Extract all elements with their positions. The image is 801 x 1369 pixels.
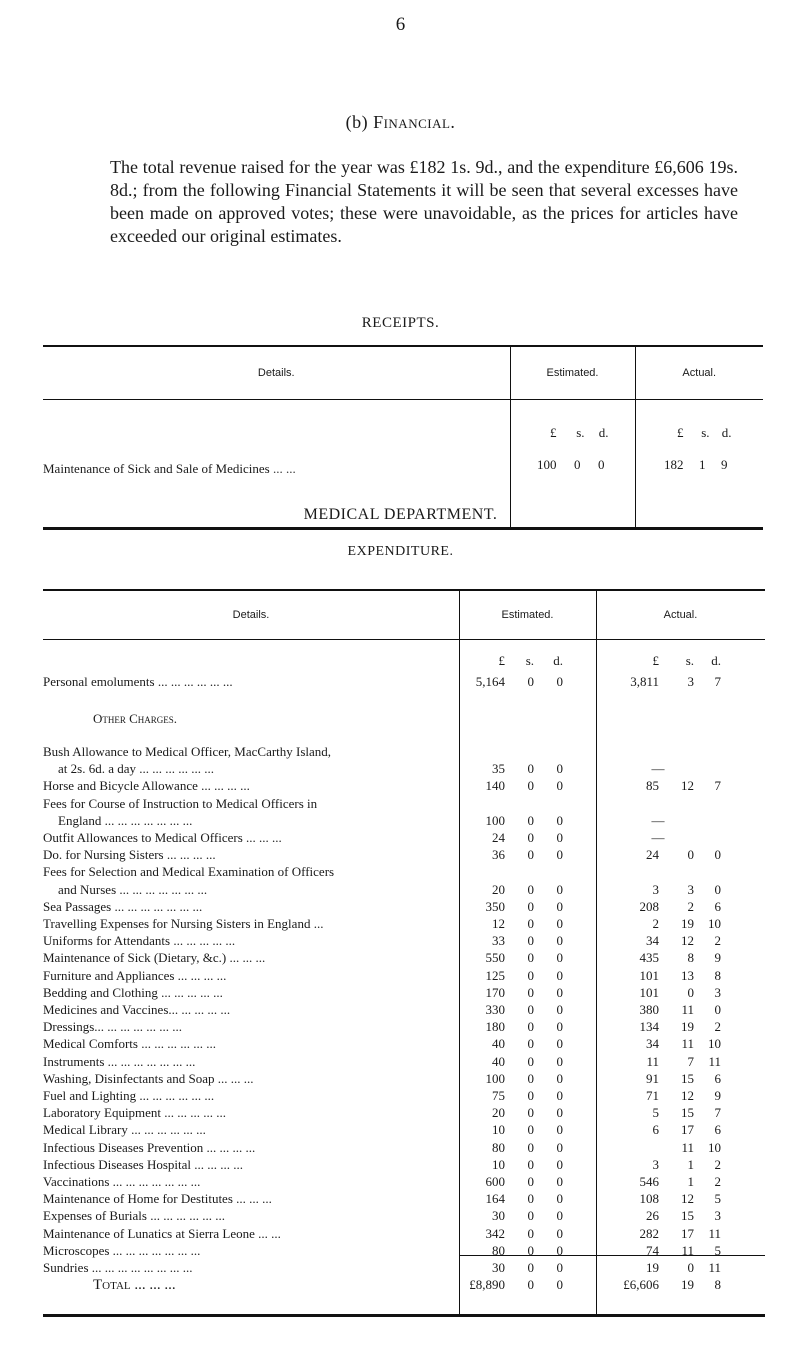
- expenditure-row-25-est-shillings: 0: [527, 1225, 534, 1241]
- receipts-act-unit-d: d.: [721, 425, 732, 440]
- expenditure-row-1-act-pence: 7: [714, 778, 721, 794]
- expenditure-row-5-act-shillings: 3: [687, 881, 694, 897]
- expenditure-row-10-act-shillings: 13: [681, 967, 694, 983]
- expenditure-row-6-est-pounds: 350: [485, 898, 505, 914]
- expenditure-row-13-label: Dressings... ... ... ... ... ... ...: [43, 1019, 183, 1035]
- expenditure-row-12-act-pounds: 380: [639, 1002, 659, 1017]
- expenditure-row-9-act-shillings: 8: [687, 950, 694, 966]
- expenditure-row-24-est-shillings: 0: [527, 1208, 534, 1224]
- expenditure-row-13-est-pence: 0: [556, 1019, 563, 1035]
- expenditure-row-12-label: Medicines and Vaccines... ... ... ... ...: [43, 1002, 231, 1017]
- expenditure-row-14-est-shillings: 0: [527, 1036, 534, 1052]
- expenditure-row-4-act-shillings: 0: [687, 847, 694, 863]
- other-charges-heading: Other Charges.: [93, 711, 178, 726]
- expenditure-row-9-est-pounds: 550: [485, 950, 505, 966]
- expenditure-row-27-act-pounds: 19: [646, 1260, 659, 1275]
- expenditure-row-7-est-shillings: 0: [527, 916, 534, 931]
- personal-est-pounds: 5,164: [475, 674, 505, 689]
- expenditure-row-13-act-pounds: 134: [639, 1019, 659, 1035]
- expenditure-row-3-est-shillings: 0: [527, 830, 534, 845]
- personal-est-shillings: 0: [527, 674, 534, 689]
- section-title-text: Financial.: [373, 112, 456, 132]
- expenditure-row-16-act-shillings: 15: [681, 1070, 694, 1086]
- expenditure-row-16-label: Washing, Disinfectants and Soap ... ... ...: [43, 1070, 254, 1086]
- expenditure-row-26-label: Microscopes ... ... ... ... ... ... ...: [43, 1242, 201, 1258]
- expenditure-row-17-est-pounds: 75: [492, 1088, 505, 1103]
- expenditure-row-22-est-shillings: 0: [527, 1174, 534, 1189]
- expenditure-row-15-est-pounds: 40: [492, 1053, 505, 1069]
- expenditure-row-21-est-shillings: 0: [527, 1156, 534, 1172]
- expenditure-row-27-est-pence: 0: [556, 1260, 563, 1275]
- expenditure-row-24-act-pounds: 26: [646, 1208, 659, 1224]
- expenditure-row-9-est-shillings: 0: [527, 950, 534, 966]
- total-act-shillings: 19: [681, 1277, 694, 1292]
- act-unit-d: d.: [711, 653, 721, 668]
- expenditure-row-4-act-pounds: 24: [646, 847, 659, 863]
- expenditure-row-0-act-dash: —: [651, 761, 665, 777]
- expenditure-row-18-est-shillings: 0: [527, 1105, 534, 1121]
- expenditure-row-10-act-pence: 8: [714, 967, 721, 983]
- expenditure-row-21-label: Infectious Diseases Hospital ... ... ... ...: [43, 1156, 244, 1172]
- total-est-shillings: 0: [527, 1277, 534, 1292]
- expenditure-row-19-label: Medical Library ... ... ... ... ... ...: [43, 1122, 206, 1138]
- expenditure-row-1-act-pounds: 85: [646, 778, 659, 794]
- expenditure-row-16-est-shillings: 0: [527, 1070, 534, 1086]
- expenditure-row-26-act-pence: 5: [714, 1242, 721, 1258]
- expenditure-row-0-est-shillings: 0: [527, 761, 534, 777]
- expenditure-row-23-est-shillings: 0: [527, 1191, 534, 1207]
- expenditure-row-7-est-pence: 0: [556, 916, 563, 931]
- expenditure-row-6-act-pence: 6: [714, 898, 721, 914]
- receipts-est-units: [511, 425, 635, 441]
- expenditure-row-25-est-pounds: 342: [485, 1225, 505, 1241]
- expenditure-row-11-act-pounds: 101: [639, 984, 659, 1000]
- receipts-act-unit-s: s.: [701, 425, 710, 440]
- total-est-pence: 0: [556, 1277, 563, 1292]
- expenditure-row-18-label: Laboratory Equipment ... ... ... ... ...: [43, 1105, 227, 1121]
- expenditure-row-11-act-pence: 3: [714, 984, 721, 1000]
- expenditure-row-8-est-shillings: 0: [527, 933, 534, 949]
- expenditure-row-27-label: Sundries ... ... ... ... ... ... ... ...: [43, 1260, 193, 1275]
- section-title: [0, 112, 801, 133]
- expenditure-row-20-est-pence: 0: [556, 1139, 563, 1155]
- expenditure-row-7-act-shillings: 19: [681, 916, 694, 931]
- expenditure-row-18-act-pounds: 5: [652, 1105, 659, 1121]
- expenditure-row-12-act-shillings: 11: [681, 1002, 694, 1017]
- expenditure-row-24-est-pounds: 30: [492, 1208, 505, 1224]
- expenditure-row-6-est-pence: 0: [556, 898, 563, 914]
- expenditure-row-22-label: Vaccinations ... ... ... ... ... ... ...: [43, 1174, 201, 1189]
- expenditure-row-19-est-pounds: 10: [492, 1122, 505, 1138]
- expenditure-row-12-est-shillings: 0: [527, 1002, 534, 1017]
- expenditure-row-24-act-pence: 3: [714, 1208, 721, 1224]
- expenditure-row-9-act-pence: 9: [714, 950, 721, 966]
- receipts-act-units: [636, 425, 764, 441]
- receipts-act-shillings: 1: [699, 457, 706, 472]
- expenditure-row-11-est-pence: 0: [556, 984, 563, 1000]
- est-unit-s: s.: [525, 653, 534, 668]
- receipts-act-unit-pound: £: [677, 425, 684, 440]
- receipts-header-details: Details.: [43, 346, 510, 400]
- expenditure-row-1-act-shillings: 12: [681, 778, 694, 794]
- expenditure-row-10-label: Furniture and Appliances ... ... ... ...: [43, 967, 227, 983]
- expenditure-row-14-act-pence: 10: [708, 1036, 721, 1052]
- expenditure-row-4-est-shillings: 0: [527, 847, 534, 863]
- expenditure-row-8-act-pounds: 34: [646, 933, 659, 949]
- expenditure-row-7-act-pounds: 2: [652, 916, 659, 931]
- expenditure-row-23-act-pence: 5: [714, 1191, 721, 1207]
- expenditure-row-27-est-pounds: 30: [492, 1260, 505, 1275]
- expenditure-row-14-label: Medical Comforts ... ... ... ... ... ...: [43, 1036, 216, 1052]
- expenditure-row-11-act-shillings: 0: [687, 984, 694, 1000]
- expenditure-heading: EXPENDITURE.: [347, 544, 454, 559]
- expenditure-row-10-est-pence: 0: [556, 967, 563, 983]
- expenditure-row-27-act-shillings: 0: [687, 1260, 694, 1275]
- personal-label: Personal emoluments ... ... ... ... ... ...: [43, 674, 233, 689]
- expenditure-row-2-act-dash: —: [651, 812, 665, 828]
- expenditure-row-14-est-pounds: 40: [492, 1036, 505, 1052]
- expenditure-row-4-est-pence: 0: [556, 847, 563, 863]
- expenditure-row-20-act-pence: 10: [708, 1139, 721, 1155]
- expenditure-row-8-est-pence: 0: [556, 933, 563, 949]
- expenditure-row-20-est-pounds: 80: [492, 1139, 505, 1155]
- expenditure-row-5-label-line2: and Nurses ... ... ... ... ... ... ...: [58, 881, 208, 897]
- expenditure-row-12-est-pence: 0: [556, 1002, 563, 1017]
- expenditure-row-7-est-pounds: 12: [492, 916, 505, 931]
- expenditure-row-27-act-pence: 11: [708, 1260, 721, 1275]
- expenditure-row-12-est-pounds: 330: [485, 1002, 505, 1017]
- expenditure-row-0-label-line1: Bush Allowance to Medical Officer, MacCarthy Island,: [43, 744, 332, 759]
- receipts-est-shillings: 0: [574, 457, 581, 472]
- expenditure-row-21-est-pounds: 10: [492, 1156, 505, 1172]
- expenditure-row-4-act-pence: 0: [714, 847, 721, 863]
- expenditure-row-21-act-pence: 2: [714, 1156, 721, 1172]
- expenditure-row-17-est-shillings: 0: [527, 1088, 534, 1103]
- expenditure-row-24-label: Expenses of Burials ... ... ... ... ... ...: [43, 1208, 225, 1224]
- expenditure-row-23-est-pounds: 164: [485, 1191, 505, 1207]
- expenditure-row-6-est-shillings: 0: [527, 898, 534, 914]
- expenditure-row-13-est-shillings: 0: [527, 1019, 534, 1035]
- expenditure-row-22-est-pounds: 600: [485, 1174, 505, 1189]
- expenditure-row-16-est-pounds: 100: [485, 1070, 505, 1086]
- expenditure-row-17-label: Fuel and Lighting ... ... ... ... ... ...: [43, 1088, 215, 1103]
- expenditure-row-0-est-pounds: 35: [492, 761, 505, 777]
- expenditure-header-estimated: Estimated.: [501, 609, 554, 621]
- expenditure-row-10-est-pounds: 125: [485, 967, 505, 983]
- expenditure-row-5-act-pence: 0: [714, 881, 721, 897]
- expenditure-row-6-act-pounds: 208: [639, 898, 659, 914]
- expenditure-header-actual: Actual.: [663, 609, 698, 621]
- expenditure-header-details: Details.: [232, 609, 270, 621]
- expenditure-row-13-act-shillings: 19: [681, 1019, 694, 1035]
- expenditure-row-13-act-pence: 2: [714, 1019, 721, 1035]
- expenditure-row-25-est-pence: 0: [556, 1225, 563, 1241]
- expenditure-row-8-act-shillings: 12: [681, 933, 694, 949]
- expenditure-row-7-act-pence: 10: [708, 916, 721, 931]
- expenditure-row-21-act-pounds: 3: [652, 1156, 659, 1172]
- expenditure-row-15-act-shillings: 7: [687, 1053, 694, 1069]
- receipts-row-leader: ... ...: [269, 461, 296, 476]
- receipts-heading: RECEIPTS.: [361, 315, 440, 331]
- expenditure-row-20-label: Infectious Diseases Prevention ... ... ... ...: [43, 1139, 256, 1155]
- expenditure-row-6-act-shillings: 2: [687, 898, 694, 914]
- expenditure-row-5-act-pounds: 3: [652, 881, 659, 897]
- expenditure-row-22-act-pence: 2: [714, 1174, 721, 1189]
- expenditure-row-5-label-line1: Fees for Selection and Medical Examination of Officers: [43, 864, 335, 880]
- expenditure-row-26-est-pounds: 80: [492, 1242, 505, 1258]
- receipts-est-unit-d: d.: [598, 425, 609, 440]
- expenditure-row-22-est-pence: 0: [556, 1174, 563, 1189]
- expenditure-row-19-act-pence: 6: [714, 1122, 721, 1138]
- expenditure-row-1-label: Horse and Bicycle Allowance ... ... ... ...: [43, 778, 250, 794]
- expenditure-row-15-est-pence: 0: [556, 1053, 563, 1069]
- receipts-header-row: [43, 346, 763, 400]
- expenditure-row-9-label: Maintenance of Sick (Dietary, &c.) ... ... ...: [43, 950, 266, 966]
- expenditure-row-23-label: Maintenance of Home for Destitutes ... ... ...: [43, 1191, 272, 1207]
- total-act-pence: 8: [714, 1277, 721, 1292]
- expenditure-row-25-act-pence: 11: [708, 1225, 721, 1241]
- total-label: Total ... ... ...: [93, 1277, 176, 1293]
- expenditure-row-18-est-pounds: 20: [492, 1105, 505, 1121]
- expenditure-row-15-act-pence: 11: [708, 1053, 721, 1069]
- expenditure-row-3-label: Outfit Allowances to Medical Officers ... ... ...: [43, 830, 282, 845]
- expenditure-row-12-act-pence: 0: [714, 1002, 721, 1017]
- expenditure-row-17-act-pence: 9: [714, 1088, 721, 1103]
- expenditure-row-19-act-shillings: 17: [681, 1122, 694, 1138]
- personal-act-pence: 7: [714, 674, 721, 689]
- expenditure-row-3-est-pounds: 24: [492, 830, 505, 845]
- expenditure-row-5-est-pence: 0: [556, 881, 563, 897]
- receipts-header-actual: Actual.: [682, 367, 717, 379]
- expenditure-row-2-label-line1: Fees for Course of Instruction to Medical Officers in: [43, 795, 318, 811]
- act-unit-s: s.: [685, 653, 694, 668]
- expenditure-row-23-act-pounds: 108: [639, 1191, 659, 1207]
- receipts-est-pence: 0: [598, 457, 605, 472]
- expenditure-body: [43, 591, 765, 1314]
- expenditure-row-26-est-pence: 0: [556, 1242, 563, 1258]
- personal-act-pounds: 3,811: [630, 674, 659, 689]
- expenditure-row-8-label: Uniforms for Attendants ... ... ... ... ...: [43, 933, 236, 949]
- personal-act-shillings: 3: [687, 674, 694, 689]
- expenditure-row-14-act-shillings: 11: [681, 1036, 694, 1052]
- expenditure-row-16-act-pence: 6: [714, 1070, 721, 1086]
- expenditure-row-4-est-pounds: 36: [492, 847, 505, 863]
- expenditure-row-2-est-pounds: 100: [485, 812, 505, 828]
- expenditure-row-10-est-shillings: 0: [527, 967, 534, 983]
- expenditure-row-19-act-pounds: 6: [652, 1122, 659, 1138]
- expenditure-row-6-label: Sea Passages ... ... ... ... ... ... ...: [43, 898, 203, 914]
- expenditure-row-14-est-pence: 0: [556, 1036, 563, 1052]
- expenditure-row-19-est-shillings: 0: [527, 1122, 534, 1138]
- expenditure-row-8-est-pounds: 33: [492, 933, 505, 949]
- expenditure-row-18-act-pence: 7: [714, 1105, 721, 1121]
- expenditure-row-24-act-shillings: 15: [681, 1208, 694, 1224]
- receipts-est-unit-pound: £: [550, 425, 557, 440]
- expenditure-row-9-est-pence: 0: [556, 950, 563, 966]
- expenditure-row-16-act-pounds: 91: [646, 1070, 659, 1086]
- expenditure-row-8-act-pence: 2: [714, 933, 721, 949]
- receipts-act-values: [636, 457, 764, 473]
- medical-heading: MEDICAL DEPARTMENT.: [303, 506, 498, 523]
- expenditure-row-25-label: Maintenance of Lunatics at Sierra Leone ... ...: [43, 1225, 281, 1241]
- receipts-act-pounds: 182: [664, 457, 684, 472]
- receipts-header-estimated: Estimated.: [510, 346, 635, 400]
- expenditure-row-4-label: Do. for Nursing Sisters ... ... ... ...: [43, 847, 216, 863]
- receipts-est-unit-s: s.: [576, 425, 585, 440]
- expenditure-row-11-est-shillings: 0: [527, 984, 534, 1000]
- expenditure-row-0-est-pence: 0: [556, 761, 563, 777]
- expenditure-row-2-est-shillings: 0: [527, 812, 534, 828]
- expenditure-row-25-act-pounds: 282: [639, 1225, 659, 1241]
- total-est-pounds: £8,890: [469, 1277, 505, 1292]
- expenditure-row-1-est-pounds: 140: [485, 778, 505, 794]
- expenditure-row-0-label-line2: at 2s. 6d. a day ... ... ... ... ... ...: [58, 761, 214, 777]
- total-act-pounds: £6,606: [623, 1277, 659, 1292]
- expenditure-row-2-est-pence: 0: [556, 812, 563, 828]
- expenditure-row-3-est-pence: 0: [556, 830, 563, 845]
- receipts-act-pence: 9: [721, 457, 728, 472]
- expenditure-row-27-est-shillings: 0: [527, 1260, 534, 1275]
- expenditure-row-2-label-line2: England ... ... ... ... ... ... ...: [58, 812, 193, 828]
- expenditure-row-21-act-shillings: 1: [687, 1156, 694, 1172]
- expenditure-row-11-est-pounds: 170: [485, 984, 505, 1000]
- expenditure-row-1-est-shillings: 0: [527, 778, 534, 794]
- expenditure-row-17-act-shillings: 12: [681, 1088, 694, 1103]
- expenditure-row-15-est-shillings: 0: [527, 1053, 534, 1069]
- section-title-prefix: (b): [345, 112, 369, 132]
- page-number: 6: [395, 14, 406, 35]
- expenditure-row-24-est-pence: 0: [556, 1208, 563, 1224]
- intro-paragraph: The total revenue raised for the year was £182 1s. 9d., and the expenditure £6,606 19s. 8d.; from the following Financial Statements it will be seen that several excesses have been made on approved votes; these were unavoidable, as the prices for articles have exceeded our original estimates.: [110, 157, 738, 246]
- receipts-table: [43, 345, 763, 530]
- expenditure-row-22-act-shillings: 1: [687, 1174, 694, 1189]
- expenditure-row-10-act-pounds: 101: [639, 967, 659, 983]
- est-unit-d: d.: [553, 653, 563, 668]
- expenditure-row-18-est-pence: 0: [556, 1105, 563, 1121]
- expenditure-row-21-est-pence: 0: [556, 1156, 563, 1172]
- act-unit-pound: £: [652, 653, 659, 668]
- expenditure-row-7-label: Travelling Expenses for Nursing Sisters in England ...: [43, 916, 324, 931]
- expenditure-row-11-label: Bedding and Clothing ... ... ... ... ...: [43, 984, 223, 1000]
- expenditure-row-5-est-shillings: 0: [527, 881, 534, 897]
- expenditure-row-23-act-shillings: 12: [681, 1191, 694, 1207]
- expenditure-row-23-est-pence: 0: [556, 1191, 563, 1207]
- receipts-est-values: [511, 457, 635, 473]
- expenditure-row-19-est-pence: 0: [556, 1122, 563, 1138]
- est-unit-pound: £: [498, 653, 505, 668]
- expenditure-row-14-act-pounds: 34: [646, 1036, 659, 1052]
- receipts-row-label-text: Maintenance of Sick and Sale of Medicines: [43, 461, 270, 476]
- expenditure-row-20-act-shillings: 11: [681, 1139, 694, 1155]
- expenditure-row-20-est-shillings: 0: [527, 1139, 534, 1155]
- expenditure-table: [43, 589, 765, 1317]
- expenditure-row-15-label: Instruments ... ... ... ... ... ... ...: [43, 1053, 196, 1069]
- expenditure-row-22-act-pounds: 546: [639, 1174, 659, 1189]
- expenditure-row-18-act-shillings: 15: [681, 1105, 694, 1121]
- expenditure-row-15-act-pounds: 11: [646, 1053, 659, 1069]
- expenditure-row-3-act-dash: —: [651, 830, 665, 845]
- expenditure-row-5-est-pounds: 20: [492, 881, 505, 897]
- receipts-est-pounds: 100: [537, 457, 557, 472]
- expenditure-row-16-est-pence: 0: [556, 1070, 563, 1086]
- expenditure-row-25-act-shillings: 17: [681, 1225, 694, 1241]
- personal-est-pence: 0: [556, 674, 563, 689]
- expenditure-row-17-act-pounds: 71: [646, 1088, 659, 1103]
- expenditure-row-26-est-shillings: 0: [527, 1242, 534, 1258]
- expenditure-row-26-act-pounds: 74: [646, 1242, 659, 1258]
- expenditure-row-17-est-pence: 0: [556, 1088, 563, 1103]
- expenditure-row-13-est-pounds: 180: [485, 1019, 505, 1035]
- expenditure-row-26-act-shillings: 11: [681, 1242, 694, 1258]
- expenditure-row-1-est-pence: 0: [556, 778, 563, 794]
- expenditure-row-9-act-pounds: 435: [639, 950, 659, 966]
